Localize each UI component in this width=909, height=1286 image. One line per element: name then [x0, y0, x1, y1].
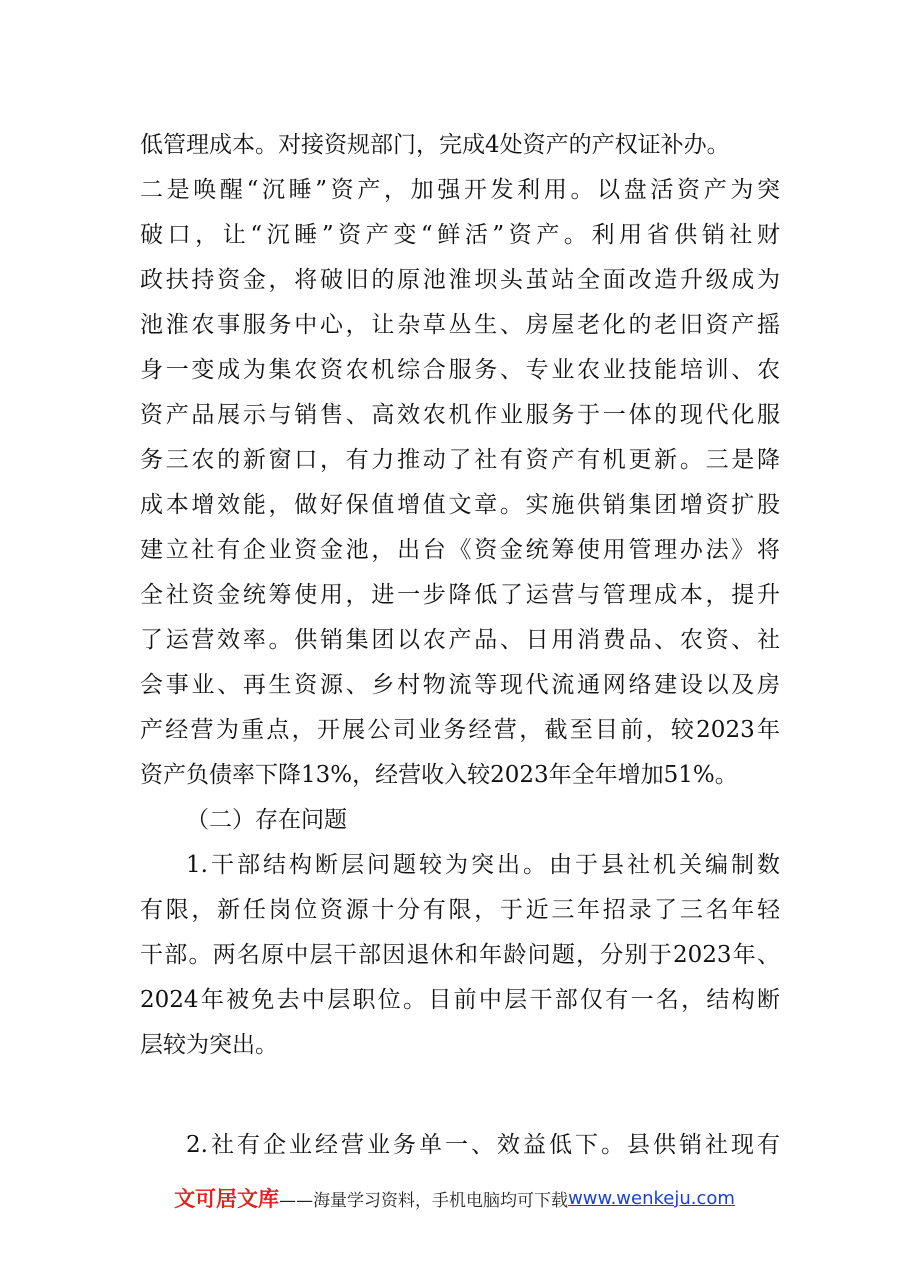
body-line: 成本增效能，做好保值增值文章。实施供销集团增资扩股	[140, 492, 780, 518]
body-line: 二是唤醒“沉睡”资产，加强开发利用。以盘活资产为突	[140, 177, 780, 203]
body-line: 产经营为重点，开展公司业务经营，截至目前，较2023年	[140, 717, 780, 743]
body-line: 身一变成为集农资农机综合服务、专业农业技能培训、农	[140, 357, 780, 383]
body-line: 层较为突出。	[140, 1032, 278, 1058]
body-line: 破口，让“沉睡”资产变“鲜活”资产。利用省供销社财	[140, 222, 780, 248]
body-line: 务三农的新窗口，有力推动了社有资产有机更新。三是降	[140, 447, 780, 473]
body-line: 会事业、再生资源、乡村物流等现代流通网络建设以及房	[140, 672, 780, 698]
body-line: 干部。两名原中层干部因退休和年龄问题，分别于2023年、	[140, 942, 780, 968]
body-line: 政扶持资金，将破旧的原池淮坝头茧站全面改造升级成为	[140, 267, 780, 293]
body-line: 低管理成本。对接资规部门，完成4处资产的产权证补办。	[140, 132, 730, 158]
body-line: 池淮农事服务中心，让杂草丛生、房屋老化的老旧资产摇	[140, 312, 780, 338]
body-line: 资产品展示与销售、高效农机作业服务于一体的现代化服	[140, 402, 780, 428]
body-line: 资产负债率下降13%，经营收入较2023年全年增加51%。	[140, 762, 738, 788]
body-line: 全社资金统筹使用，进一步降低了运营与管理成本，提升	[140, 582, 780, 608]
footer-banner	[0, 1178, 909, 1218]
body-line: 2024年被免去中层职位。目前中层干部仅有一名，结构断	[140, 987, 780, 1013]
section-heading: （二）存在问题	[186, 807, 347, 833]
body-line: 2.社有企业经营业务单一、效益低下。县供销社现有	[186, 1132, 780, 1158]
body-line: 建立社有企业资金池，出台《资金统筹使用管理办法》将	[140, 537, 780, 563]
body-line: 了运营效率。供销集团以农产品、日用消费品、农资、社	[140, 627, 780, 653]
footer-brand: 文可居文库	[174, 1187, 280, 1211]
footer-link[interactable]: www.wenkeju.com	[568, 1187, 735, 1209]
footer-tagline: ——海量学习资料，手机电脑均可下载	[279, 1190, 569, 1211]
body-line: 1.干部结构断层问题较为突出。由于县社机关编制数	[186, 852, 780, 878]
body-line: 有限，新任岗位资源十分有限，于近三年招录了三名年轻	[140, 897, 780, 923]
